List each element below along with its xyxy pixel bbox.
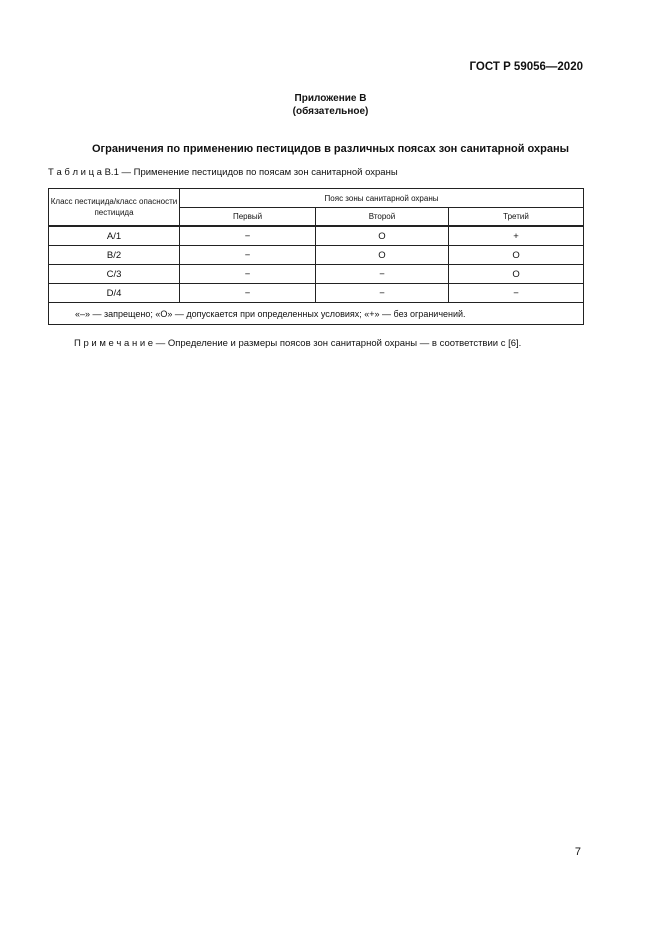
table-caption-text: В.1 — Применение пестицидов по поясам зон санитарной охраны — [101, 167, 398, 178]
cell-third: − — [449, 284, 584, 303]
cell-class: С/3 — [49, 265, 180, 284]
page-number: 7 — [574, 846, 581, 858]
section-title: Ограничения по применению пестицидов в различных поясах зон санитарной охраны — [92, 143, 569, 155]
cell-second: О — [316, 246, 449, 265]
pesticide-zone-table — [48, 188, 584, 325]
cell-class: D/4 — [49, 284, 180, 303]
cell-first: − — [180, 226, 316, 246]
column-group-header-zone: Пояс зоны санитарной охраны — [180, 189, 584, 208]
table-legend-row — [49, 303, 584, 325]
table-caption — [48, 167, 398, 178]
cell-second: − — [316, 284, 449, 303]
appendix-heading — [0, 92, 661, 118]
column-header-third: Третий — [449, 208, 584, 227]
cell-first: − — [180, 246, 316, 265]
appendix-status: (обязательное) — [292, 106, 369, 117]
table-row — [49, 265, 584, 284]
note-label: П р и м е ч а н и е — [74, 338, 154, 349]
table-note — [74, 338, 521, 349]
column-header-second: Второй — [316, 208, 449, 227]
cell-first: − — [180, 284, 316, 303]
table-legend: «–» — запрещено; «О» — допускается при определенных условиях; «+» — без ограничений. — [49, 303, 584, 325]
table-caption-label: Т а б л и ц а — [48, 167, 102, 178]
cell-third: + — [449, 226, 584, 246]
appendix-title: Приложение В — [294, 93, 367, 104]
cell-first: − — [180, 265, 316, 284]
column-header-first: Первый — [180, 208, 316, 227]
note-text: — Определение и размеры поясов зон санитарной охраны — в соответствии с [6]. — [153, 338, 522, 349]
table-row — [49, 226, 584, 246]
cell-second: О — [316, 226, 449, 246]
standard-code: ГОСТ Р 59056—2020 — [469, 61, 583, 73]
table-row — [49, 246, 584, 265]
table-row — [49, 284, 584, 303]
cell-class: В/2 — [49, 246, 180, 265]
column-header-class: Класс пестицида/класс опасности пестицида — [49, 189, 180, 227]
cell-second: − — [316, 265, 449, 284]
cell-class: А/1 — [49, 226, 180, 246]
cell-third: О — [449, 265, 584, 284]
cell-third: О — [449, 246, 584, 265]
